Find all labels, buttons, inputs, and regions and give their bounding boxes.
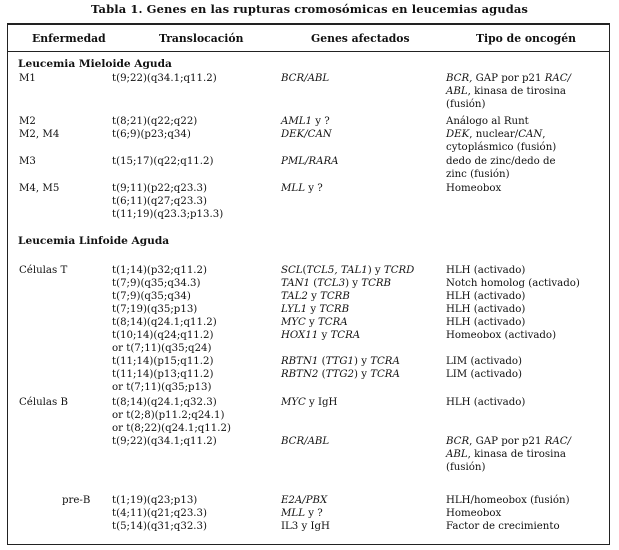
cell-genes: IL3 y IgH: [281, 521, 330, 532]
header-tipo: Tipo de oncogén: [476, 32, 576, 45]
cell-translocacion: t(7;19)(q35;p13): [112, 304, 198, 315]
gene-part: ) y: [367, 265, 384, 276]
cell-enfermedad: M4, M5: [19, 183, 60, 194]
gene-part: TCRA: [330, 330, 361, 341]
cell-genes: [281, 355, 400, 368]
tipo-part: ABL: [446, 86, 468, 97]
tipo-part: por p21: [497, 73, 545, 84]
gene-part: TCRB: [320, 291, 350, 302]
gene-part: MYC: [281, 317, 306, 328]
cell-genes: E2A/PBX: [281, 495, 328, 506]
cell-tipo: [446, 435, 571, 448]
gene-part: (: [318, 369, 326, 380]
cell-genes: [281, 396, 337, 409]
cell-genes: [281, 277, 391, 290]
cell-genes: [281, 507, 323, 520]
cell-tipo: Notch homolog (activado): [446, 278, 580, 289]
table-title: Tabla 1. Genes en las rupturas cromosómicas en leucemias agudas: [91, 2, 528, 16]
cell-tipo: HLH/homeobox (fusión): [446, 495, 570, 506]
cell-tipo: Homeobox: [446, 508, 502, 519]
tipo-part: , nuclear/: [469, 129, 519, 140]
cell-translocacion: t(11;14)(p13;q11.2): [112, 369, 214, 380]
gene-part: MYC: [281, 397, 306, 408]
cell-tipo-line3: (fusión): [446, 462, 486, 473]
gene-part: HOX11: [281, 330, 319, 341]
cell-enfermedad: M1: [19, 73, 36, 84]
cell-tipo: Factor de crecimiento: [446, 521, 560, 532]
gene-part: TTG1: [325, 356, 354, 367]
gene-part: TTG2: [325, 369, 354, 380]
cell-tipo: Homeobox: [446, 183, 502, 194]
group-celulas-b: Células B: [19, 397, 68, 408]
cell-genes: DEK/CAN: [281, 129, 332, 140]
cell-tipo-line2: [446, 85, 566, 98]
header-genes: Genes afectados: [311, 32, 410, 45]
gene-part: TAN1: [281, 278, 310, 289]
gene-part: TCL5, TAL1: [306, 265, 368, 276]
cell-genes: [281, 115, 330, 128]
cell-tipo-line3: (fusión): [446, 99, 486, 110]
gene-part: (: [302, 265, 307, 276]
cell-translocacion: t(9;22)(q34.1;q11.2): [112, 73, 217, 84]
cell-translocacion: t(6;11)(q27;q23.3): [112, 196, 207, 207]
gene-part: AML1: [281, 116, 313, 127]
gene-part: y ?: [304, 508, 323, 519]
header-rule-bottom: [8, 51, 609, 52]
cell-enfermedad: M2: [19, 116, 36, 127]
tipo-part: , kinasa de tirosina: [467, 449, 566, 460]
gene-part: TCRD: [383, 265, 415, 276]
cell-tipo: HLH (activado): [446, 304, 526, 315]
cell-tipo: HLH (activado): [446, 397, 526, 408]
cell-translocacion: t(8;14)(q24.1;q11.2): [112, 317, 217, 328]
cell-translocacion: or t(7;11)(q35;p13): [112, 382, 212, 393]
cell-translocacion: t(7;9)(q35;q34.3): [112, 278, 201, 289]
cell-translocacion: t(7;9)(q35;q34): [112, 291, 191, 302]
gene-part: TCRA: [318, 317, 348, 328]
header-enfermedad: Enfermedad: [32, 32, 106, 45]
cell-translocacion: t(8;14)(q24.1;q32.3): [112, 397, 217, 408]
gene-part: (: [318, 356, 326, 367]
tipo-part: , kinasa de tirosina: [467, 86, 566, 97]
gene-part: TAL2: [281, 291, 308, 302]
header-translocacion: Translocación: [159, 32, 244, 45]
cell-tipo: Homeobox (activado): [446, 330, 557, 341]
cell-genes: [281, 368, 400, 381]
cell-translocacion: or t(7;11)(q35;q24): [112, 343, 212, 354]
tipo-part: , GAP por p21: [469, 436, 545, 447]
gene-part: y: [318, 330, 331, 341]
cell-genes: BCR/ABL: [281, 436, 330, 447]
cell-genes: PML/RARA: [281, 156, 339, 167]
cell-genes: [281, 182, 323, 195]
gene-part: RBTN1: [281, 356, 319, 367]
group-celulas-t: Células T: [19, 265, 68, 276]
gene-part: MLL: [281, 183, 305, 194]
cell-translocacion: t(11;14)(p15;q11.2): [112, 356, 214, 367]
gene-part: y ?: [312, 116, 330, 127]
tipo-part: BCR: [446, 436, 470, 447]
cell-enfermedad: M3: [19, 156, 36, 167]
gene-part: TCRB: [319, 304, 350, 315]
gene-part: (: [310, 278, 318, 289]
cell-tipo: LIM (activado): [446, 356, 523, 367]
gene-part: ) y: [353, 356, 371, 367]
gene-part: TCRB: [361, 278, 392, 289]
cell-tipo: Análogo al Runt: [446, 116, 529, 127]
tipo-part: ABL: [446, 449, 468, 460]
cell-genes: BCR/ABL: [281, 73, 330, 84]
gene-part: y IgH: [305, 397, 338, 408]
cell-genes: [281, 290, 350, 303]
gene-part: SCL: [281, 265, 303, 276]
cell-tipo-line2: zinc (fusión): [446, 169, 510, 180]
gene-part: TCRA: [370, 369, 400, 380]
tipo-part: GAP: [475, 73, 498, 84]
cell-translocacion: t(1;19)(q23;p13): [112, 495, 198, 506]
header-rule-top: [8, 24, 609, 25]
cell-tipo: [446, 72, 571, 85]
cell-translocacion: t(9;11)(p22;q23.3): [112, 183, 207, 194]
cell-translocacion: t(4;11)(q21;q23.3): [112, 508, 207, 519]
gene-part: ) y: [345, 278, 362, 289]
cell-translocacion: t(8;21)(q22;q22): [112, 116, 198, 127]
gene-part: y: [307, 291, 321, 302]
cell-translocacion: t(1;14)(p32;q11.2): [112, 265, 207, 276]
cell-genes: [281, 329, 360, 342]
gene-part: TCL3: [317, 278, 346, 289]
genes-table: [7, 23, 610, 545]
cell-tipo: LIM (activado): [446, 369, 523, 380]
cell-tipo: HLH (activado): [446, 265, 526, 276]
cell-translocacion: t(10;14)(q24;q11.2): [112, 330, 214, 341]
cell-tipo: HLH (activado): [446, 291, 526, 302]
tipo-part: RAC/: [544, 436, 571, 447]
cell-translocacion: or t(8;22)(q24.1;q11.2): [112, 423, 231, 434]
gene-part: ) y: [353, 369, 371, 380]
gene-part: y ?: [304, 183, 323, 194]
cell-translocacion: t(6;9)(p23;q34): [112, 129, 191, 140]
cell-translocacion: t(15;17)(q22;q11.2): [112, 156, 214, 167]
cell-genes: [281, 303, 349, 316]
tipo-part: DEK: [446, 129, 470, 140]
cell-tipo: [446, 128, 546, 141]
tipo-part: CAN: [518, 129, 543, 140]
cell-translocacion: or t(2;8)(p11.2;q24.1): [112, 410, 225, 421]
cell-translocacion: t(9;22)(q34.1;q11.2): [112, 436, 217, 447]
section-linfoide: Leucemia Linfoide Aguda: [18, 235, 170, 247]
cell-translocacion: t(5;14)(q31;q32.3): [112, 521, 207, 532]
cell-genes: [281, 316, 348, 329]
tipo-part: BCR,: [446, 73, 476, 84]
cell-tipo: dedo de zinc/dedo de: [446, 156, 556, 167]
tipo-part: ,: [542, 129, 546, 140]
gene-part: RBTN2: [281, 369, 319, 380]
group-pre-b: pre-B: [62, 495, 91, 506]
gene-part: TCRA: [370, 356, 400, 367]
gene-part: y: [305, 317, 319, 328]
gene-part: LYL1: [281, 304, 308, 315]
gene-part: MLL: [281, 508, 305, 519]
cell-enfermedad: M2, M4: [19, 129, 60, 140]
cell-genes: [281, 264, 414, 277]
cell-tipo-line2: cytoplásmico (fusión): [446, 142, 557, 153]
tipo-part: RAC/: [544, 73, 571, 84]
section-mieloide: Leucemia Mieloide Aguda: [18, 58, 172, 70]
gene-part: y: [307, 304, 320, 315]
cell-tipo: HLH (activado): [446, 317, 526, 328]
cell-tipo-line2: [446, 448, 566, 461]
cell-translocacion: t(11;19)(q23.3;p13.3): [112, 209, 224, 220]
